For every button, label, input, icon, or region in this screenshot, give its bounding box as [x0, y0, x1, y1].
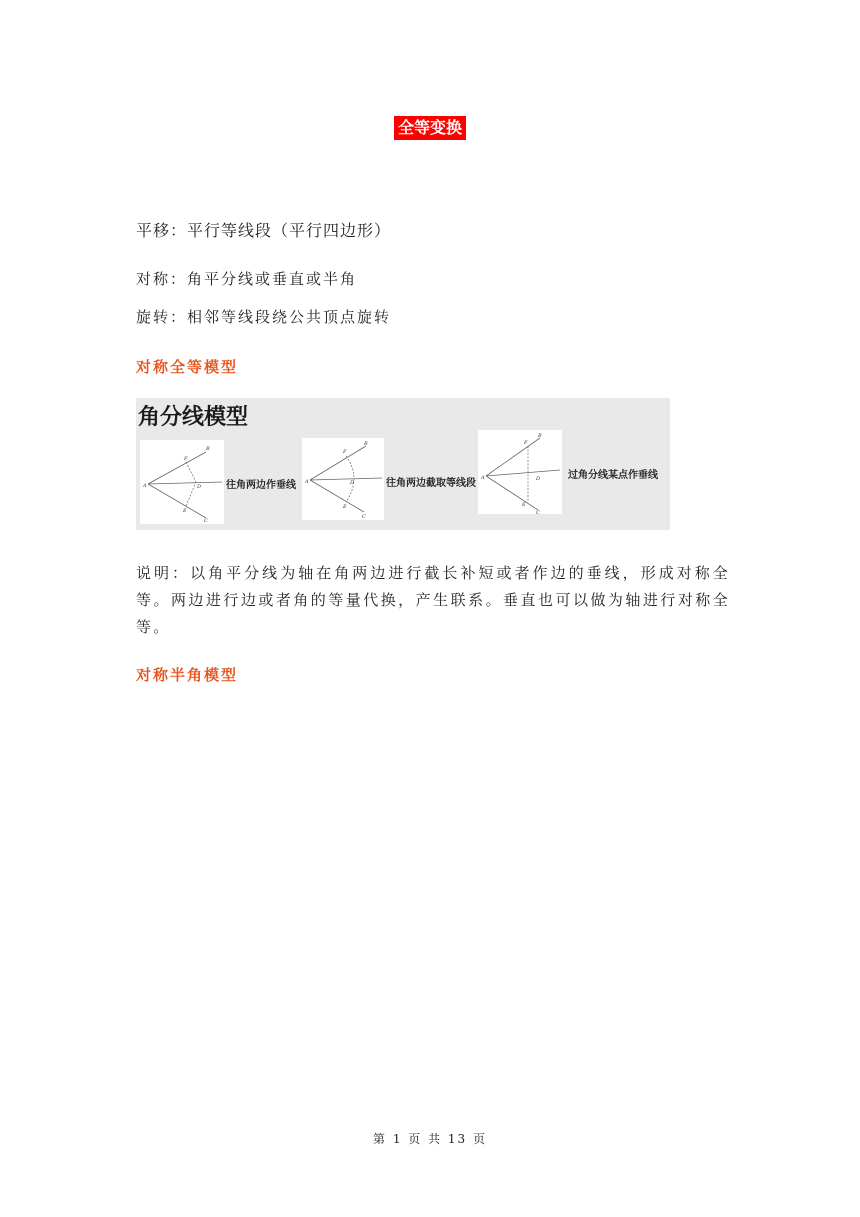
explanation-paragraph: 说明：以角平分线为轴在角两边进行截长补短或者作边的垂线，形成对称全等。两边进行边或者角的等量代换，产生联系。垂直也可以做为轴进行对称全等。	[136, 564, 730, 636]
caption-perpendicular: 往角两边作垂线	[226, 480, 296, 491]
svg-text:E: E	[183, 508, 187, 514]
diagram-panel-3	[478, 430, 562, 514]
svg-text:A: A	[481, 475, 485, 481]
svg-text:D: D	[350, 480, 355, 486]
svg-text:D: D	[197, 484, 202, 490]
svg-text:C: C	[536, 510, 540, 514]
translate-line: 平移：平行等线段（平行四边形）	[136, 221, 392, 240]
svg-text:C: C	[362, 514, 366, 520]
svg-text:F: F	[184, 456, 188, 462]
svg-text:A: A	[143, 483, 147, 489]
symmetry-line: 对称：角平分线或垂直或半角	[136, 270, 358, 288]
heading-symmetric-half-angle: 对称半角模型	[136, 666, 239, 684]
svg-text:F: F	[524, 440, 528, 446]
angle-bisector-figure	[136, 398, 670, 530]
heading-symmetry-congruence: 对称全等模型	[136, 358, 239, 376]
page-footer: 第 1 页 共 13 页	[373, 1132, 487, 1146]
svg-text:D: D	[536, 476, 541, 482]
document-title: 全等变换	[394, 116, 466, 140]
svg-text:C: C	[204, 518, 208, 524]
figure-title: 角分线模型	[138, 405, 249, 430]
caption-point-perpendicular: 过角分线某点作垂线	[568, 470, 658, 481]
diagram-panel-2	[302, 438, 384, 520]
svg-text:B: B	[364, 441, 368, 447]
svg-text:B: B	[206, 446, 210, 452]
svg-text:F: F	[343, 449, 347, 455]
svg-text:B: B	[538, 433, 542, 439]
svg-text:E: E	[522, 502, 526, 508]
diagram-panel-1	[140, 440, 224, 524]
rotation-line: 旋转：相邻等线段绕公共顶点旋转	[136, 308, 392, 326]
svg-text:E: E	[343, 504, 347, 510]
point-perpendicular-diagram	[478, 430, 562, 514]
equal-segment-diagram	[302, 438, 384, 520]
svg-text:A: A	[305, 479, 309, 485]
perpendicular-diagram	[140, 440, 224, 524]
caption-equal-segment: 往角两边截取等线段	[386, 478, 476, 489]
